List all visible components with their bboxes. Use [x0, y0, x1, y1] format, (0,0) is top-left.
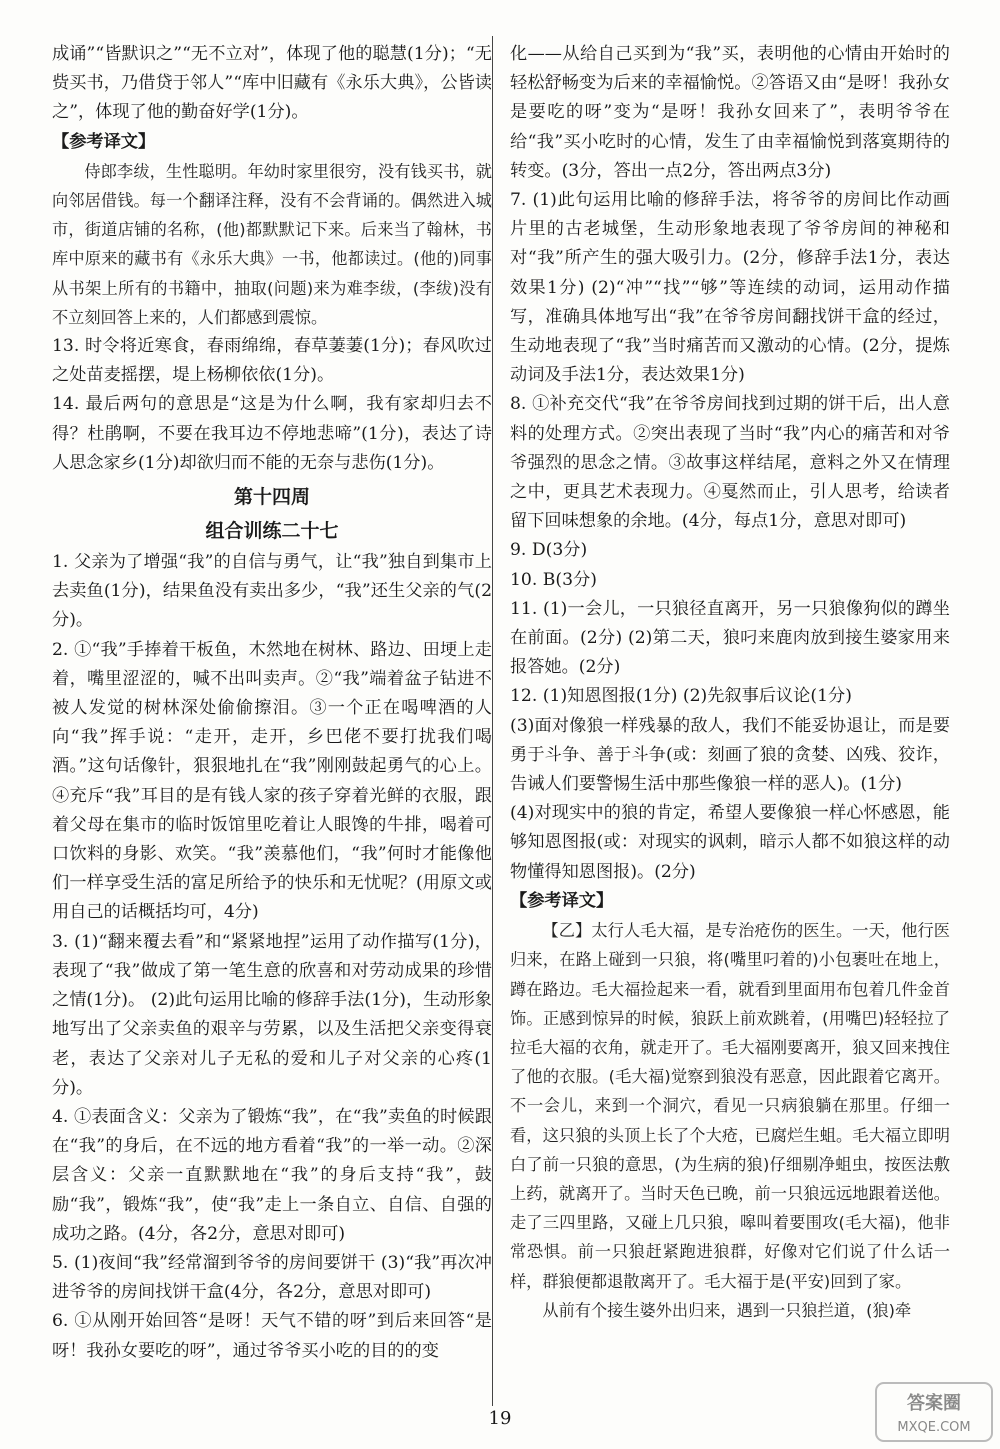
reference-translation-text-2: 【乙】太行人毛大福，是专治疮伤的医生。一天，他行医归来，在路上碰到一只狼，将(嘴里叼着的)小包裹吐在地上，蹲在路边。毛大福捡起来一看，就看到里面用布包着几件金首饰。正感到惊异的时候，狼跃上前欢跳着，(用嘴巴)轻轻拉了拉毛大福的衣角，就走开了。毛大福刚要离开，狼又回来拽住了他的衣服。(毛大福)觉察到狼没有恶意，因此跟着它离开。不一会儿，来到一个洞穴，看见一只病狼躺在那里。仔细一看，这只狼的头顶上长了个大疮，已腐烂生蛆。毛大福立即明白了前一只狼的意思，(为生病的狼)仔细剔净蛆虫，按医法敷上药，就离开了。当时天色已晚，前一只狼远远地跟着送他。走了三四里路，又碰上几只狼，嗥叫着要围攻(毛大福)，他非常恐惧。前一只狼赶紧跑进狼群，好像对它们说了什么话一样，群狼便都退散离开了。毛大福于是(平安)回到了家。: [510, 921, 950, 1291]
right-column: [510, 40, 950, 1325]
answer-12-part3: (3)面对像狼一样残暴的敌人，我们不能妥协退让，而是要勇于斗争、善于斗争(或：刻画了狼的贪婪、凶残、狡诈，告诫人们要警惕生活中那些像狼一样的恶人)。(1分): [510, 715, 950, 795]
answer-4: 4. ①表面含义：父亲为了锻炼“我”，在“我”卖鱼的时候跟在“我”的身后，在不远的地方看着“我”的一举一动。②深层含义：父亲一直默默地在“我”的身后支持“我”，鼓励“我”，锻炼“我”，使“我”走上一条自立、自信、自强的成功之路。(4分，各2分，意思对即可): [52, 1106, 492, 1244]
reference-translation-heading: 【参考译文】: [52, 131, 156, 152]
page-number: 19: [488, 1408, 512, 1429]
answer-11: 11. (1)一会儿，一只狼径直离开，另一只狼像狗似的蹲坐在前面。(2分) (2)第二天，狼叼来鹿肉放到接生婆家用来报答她。(2分): [510, 598, 950, 678]
answer-8: 8. ①补充交代“我”在爷爷房间找到过期的饼干后，出人意料的处理方式。②突出表现了当时“我”内心的痛苦和对爷爷强烈的思念之情。③故事这样结尾，意料之外又在情理之中，更具艺术表现力。④戛然而止，引人思考，给读者留下回味想象的余地。(4分，每点1分，意思对即可): [510, 394, 950, 532]
left-column: [52, 40, 492, 1366]
answer-5: 5. (1)夜间“我”经常溜到爷爷的房间要饼干 (3)“我”再次冲进爷爷的房间找饼干盒(4分，各2分，意思对即可): [52, 1252, 492, 1303]
reference-translation-text-3: 从前有个接生婆外出归来，遇到一只狼拦道，(狼)牵: [542, 1300, 912, 1320]
group-title: 组合训练二十七: [205, 520, 339, 543]
answer-continuation: 成诵”“皆默识之”“无不立对”，体现了他的聪慧(1分)；“无赀买书，乃借贷于邻人”“库中旧藏有《永乐大典》，公皆读之”，体现了他的勤奋好学(1分)。: [52, 44, 492, 123]
watermark-logo: [874, 1381, 994, 1443]
answer-9: 9. D(3分): [510, 540, 588, 561]
answer-2: 2. ①“我”手捧着干板鱼，木然地在树林、路边、田埂上走着，嘴里涩涩的，喊不出叫卖声。②“我”端着盆子钻进不被人发觉的树林深处偷偷擦泪。③一个正在喝啤酒的人向“我”挥手说：“走开，走开，乡巴佬不要打扰我们喝酒。”这句话像针，狠狠地扎在“我”刚刚鼓起勇气的心上。④充斥“我”耳目的是有钱人家的孩子穿着光鲜的衣服，跟着父母在集市的临时饭馆里吃着让人眼馋的牛排，喝着可口饮料的身影、欢笑。“我”羡慕他们，“我”何时才能像他们一样享受生活的富足所给予的快乐和无忧呢？(用原文或用自己的话概括均可，4分): [52, 639, 492, 923]
answer-6-continuation: 化——从给自己买到为“我”买，表明他的心情由开始时的轻松舒畅变为后来的幸福愉悦。②答语又由“是呀！我孙女是要吃的呀”变为“是呀！我孙女回来了”，表明爷爷在给“我”买小吃时的心情，发生了由幸福愉悦到落寞期待的转变。(3分，答出一点2分，答出两点3分): [510, 44, 950, 181]
answer-10: 10. B(3分): [510, 569, 597, 590]
answer-7: 7. (1)此句运用比喻的修辞手法，将爷爷的房间比作动画片里的古老城堡，生动形象地表现了爷爷房间的神秘和对“我”所产生的强大吸引力。(2分，修辞手法1分，表达效果1分) (2)“冲”“找”“够”等连续的动词，运用动作描写，准确具体地写出“我”在爷爷房间翻找饼干盒的经过，生动地表现了“我”当时痛苦而又激动的心情。(2分，提炼动词及手法1分，表达效果1分): [510, 190, 950, 386]
watermark-url: MXQE.COM: [897, 1420, 971, 1435]
watermark-title: 答案圈: [907, 1393, 961, 1414]
answer-3: 3. (1)“翻来覆去看”和“紧紧地捏”运用了动作描写(1分)，表现了“我”做成了第一笔生意的欣喜和对劳动成果的珍惜之情(1分)。 (2)此句运用比喻的修辞手法(1分)，生动形象地写出了父亲卖鱼的艰辛与劳累，以及生活把父亲变得衰老，表达了父亲对儿子无私的爱和儿子对父亲的心疼(1分)。: [52, 931, 492, 1098]
answer-14: 14. 最后两句的意思是“这是为什么啊，我有家却归去不得？杜鹃啊，不要在我耳边不停地悲啼”(1分)，表达了诗人思念家乡(1分)却欲归而不能的无奈与悲伤(1分)。: [52, 394, 492, 473]
column-divider: [492, 36, 493, 1406]
answer-1: 1. 父亲为了增强“我”的自信与勇气，让“我”独自到集市上去卖鱼(1分)，结果鱼没有卖出多少，“我”还生父亲的气(2分)。: [52, 552, 492, 631]
answer-12-part4: (4)对现实中的狼的肯定，希望人要像狼一样心怀感恩，能够知恩图报(或：对现实的讽刺，暗示人都不如狼这样的动物懂得知恩图报)。(2分): [510, 803, 950, 882]
reference-translation-heading-2: 【参考译文】: [510, 890, 614, 911]
answer-6-start: 6. ①从刚开始回答“是呀！天气不错的呀”到后来回答“是呀！我孙女要吃的呀”，通过爷爷买小吃的目的的变: [52, 1311, 492, 1361]
reference-translation-text: 侍郎李绂，生性聪明。年幼时家里很穷，没有钱买书，就向邻居借钱。每一个翻译注释，没有不会背诵的。偶然进入城市，街道店铺的名称，(他)都默默记下来。后来当了翰林，书库中原来的藏书有《永乐大典》一书，他都读过。(他的)同事从书架上所有的书籍中，抽取(问题)来为难李绂，(李绂)没有不立刻回答上来的，人们都感到震惊。: [52, 161, 492, 327]
answer-13: 13. 时令将近寒食，春雨绵绵，春草萋萋(1分)；春风吹过之处苗麦摇摆，堤上杨柳依依(1分)。: [52, 336, 492, 386]
answer-12-part1: 12. (1)知恩图报(1分) (2)先叙事后议论(1分): [510, 686, 852, 707]
week-title: 第十四周: [233, 486, 310, 509]
